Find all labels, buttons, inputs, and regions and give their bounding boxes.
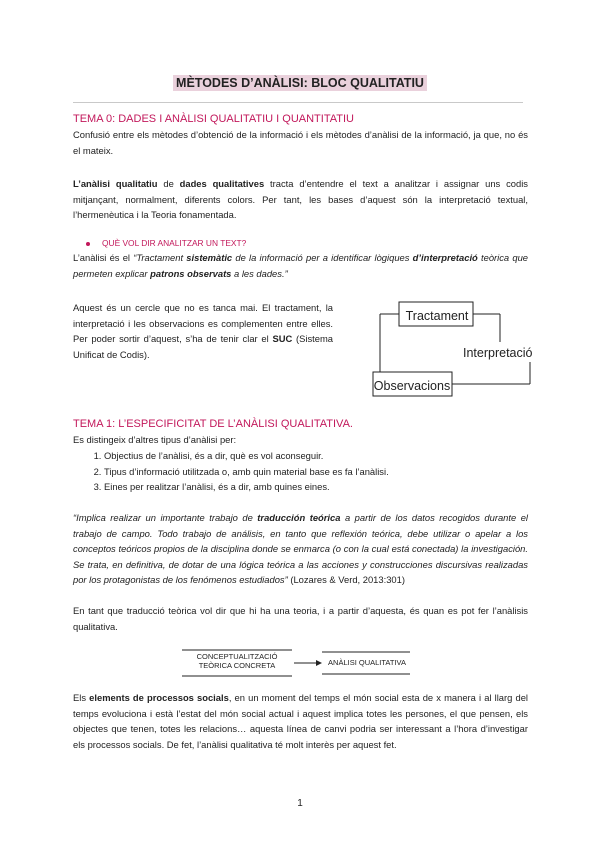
tema1-paragraph-5: En tant que traducció teòrica vol dir que hi ha una teoria, i a partir d’aquesta, és quan es pot fer l’anàlisis qualitativa. <box>73 605 528 632</box>
tema1-intro: Es distingeix d’altres tipus d’anàlisi per: <box>73 434 237 445</box>
tema1-paragraph-6: Els elements de processos socials, en un moment del temps el món social esta de x manera i al llarg del temps evoluciona i està l’estat del món social actual i aquest implica totes les persones, el que pensen, els objectes que tenen, totes les relacions… aquesta línea de canvi podria ser interessant a l’hora d’investigar els processos socials. De fet, l’anàlisi qualitativa té molt interès per aquest fet. <box>73 692 528 750</box>
interpretacio-label: Interpretació <box>463 346 533 360</box>
bold-term: L’anàlisi qualitatiu <box>73 178 158 189</box>
tema0-paragraph-2: L’anàlisi qualitatiu de dades qualitatives tracta d’entendre el text a analitzar i assignar uns codis mitjançant, normalment, diferents colors. Per tant, les bases d’aquest són la interpretació textual, l’hermenèutica i la Teoria fonamentada. <box>73 178 528 220</box>
tema0-paragraph-1: Confusió entre els mètodes d’obtenció de la informació i els mètodes d’anàlisi de la informació, ja que, no és el mateix. <box>73 129 528 156</box>
bullet-item: QUÈ VOL DIR ANALITZAR UN TEXT? <box>86 238 246 248</box>
tema0-paragraph-3: L’anàlisi és el “Tractament sistemàtic de la informació per a identificar lògiques d’interpretació teòrica que permeten explicar patrons observats a les dades.” <box>73 252 528 279</box>
flow-right-label: ANÀLISI QUALITATIVA <box>328 658 406 667</box>
tractament-label: Tractament <box>405 309 469 323</box>
observacions-label: Observacions <box>373 379 451 393</box>
quote-block: “Implica realizar un importante trabajo de traducción teórica a partir de los datos recogidos durante el trabajo de campo. Todo trabajo de análisis, en tanto que reflexión teórica, debe utilizar o apelar a los conceptos teóricos propios de la disciplina donde se enmarca (o con la cual está conectada) la investigación. Se trata, en definitiva, de dotar de una lógica teórica a las acciones y construcciones discursivas realizadas por los protagonistas de los fenómenos estudiados” (Lozares & Verd, 2013:301) <box>73 512 529 585</box>
title-text: MÈTODES D’ANÀLISI: BLOC QUALITATIU <box>173 75 427 91</box>
criteria-list <box>73 448 524 495</box>
flow-left-label: CONCEPTUALITZACIÓ TEÒRICA CONCRETA <box>196 652 278 670</box>
list-item: 2. Tipus d’informació utilitzada o, amb quin material base es fa l’anàlisi. <box>104 464 524 480</box>
title-divider <box>73 102 523 103</box>
bold-term: dades qualitatives <box>179 178 265 189</box>
page-title <box>0 76 600 90</box>
bullet-dot-icon <box>86 242 90 246</box>
tema0-heading: TEMA 0: DADES I ANÀLISI QUALITATIU I QUANTITATIU <box>73 113 354 125</box>
list-item: 3. Eines per realitzar l’anàlisi, és a dir, amb quines eines. <box>104 479 524 495</box>
tema0-paragraph-4: Aquest és un cercle que no es tanca mai. El tractament, la interpretació i les observacions es complementen entre elles. Per poder sortir d’aquest, s’ha de tenir clar el SUC (Sistema Unificat de Codis). <box>73 302 333 360</box>
tema1-heading: TEMA 1: L’ESPECIFICITAT DE L’ANÀLISI QUALITATIVA. <box>73 418 353 430</box>
page-number: 1 <box>297 798 303 809</box>
list-item: 1. Objectius de l’anàlisi, és a dir, què es vol aconseguir. <box>104 448 524 464</box>
